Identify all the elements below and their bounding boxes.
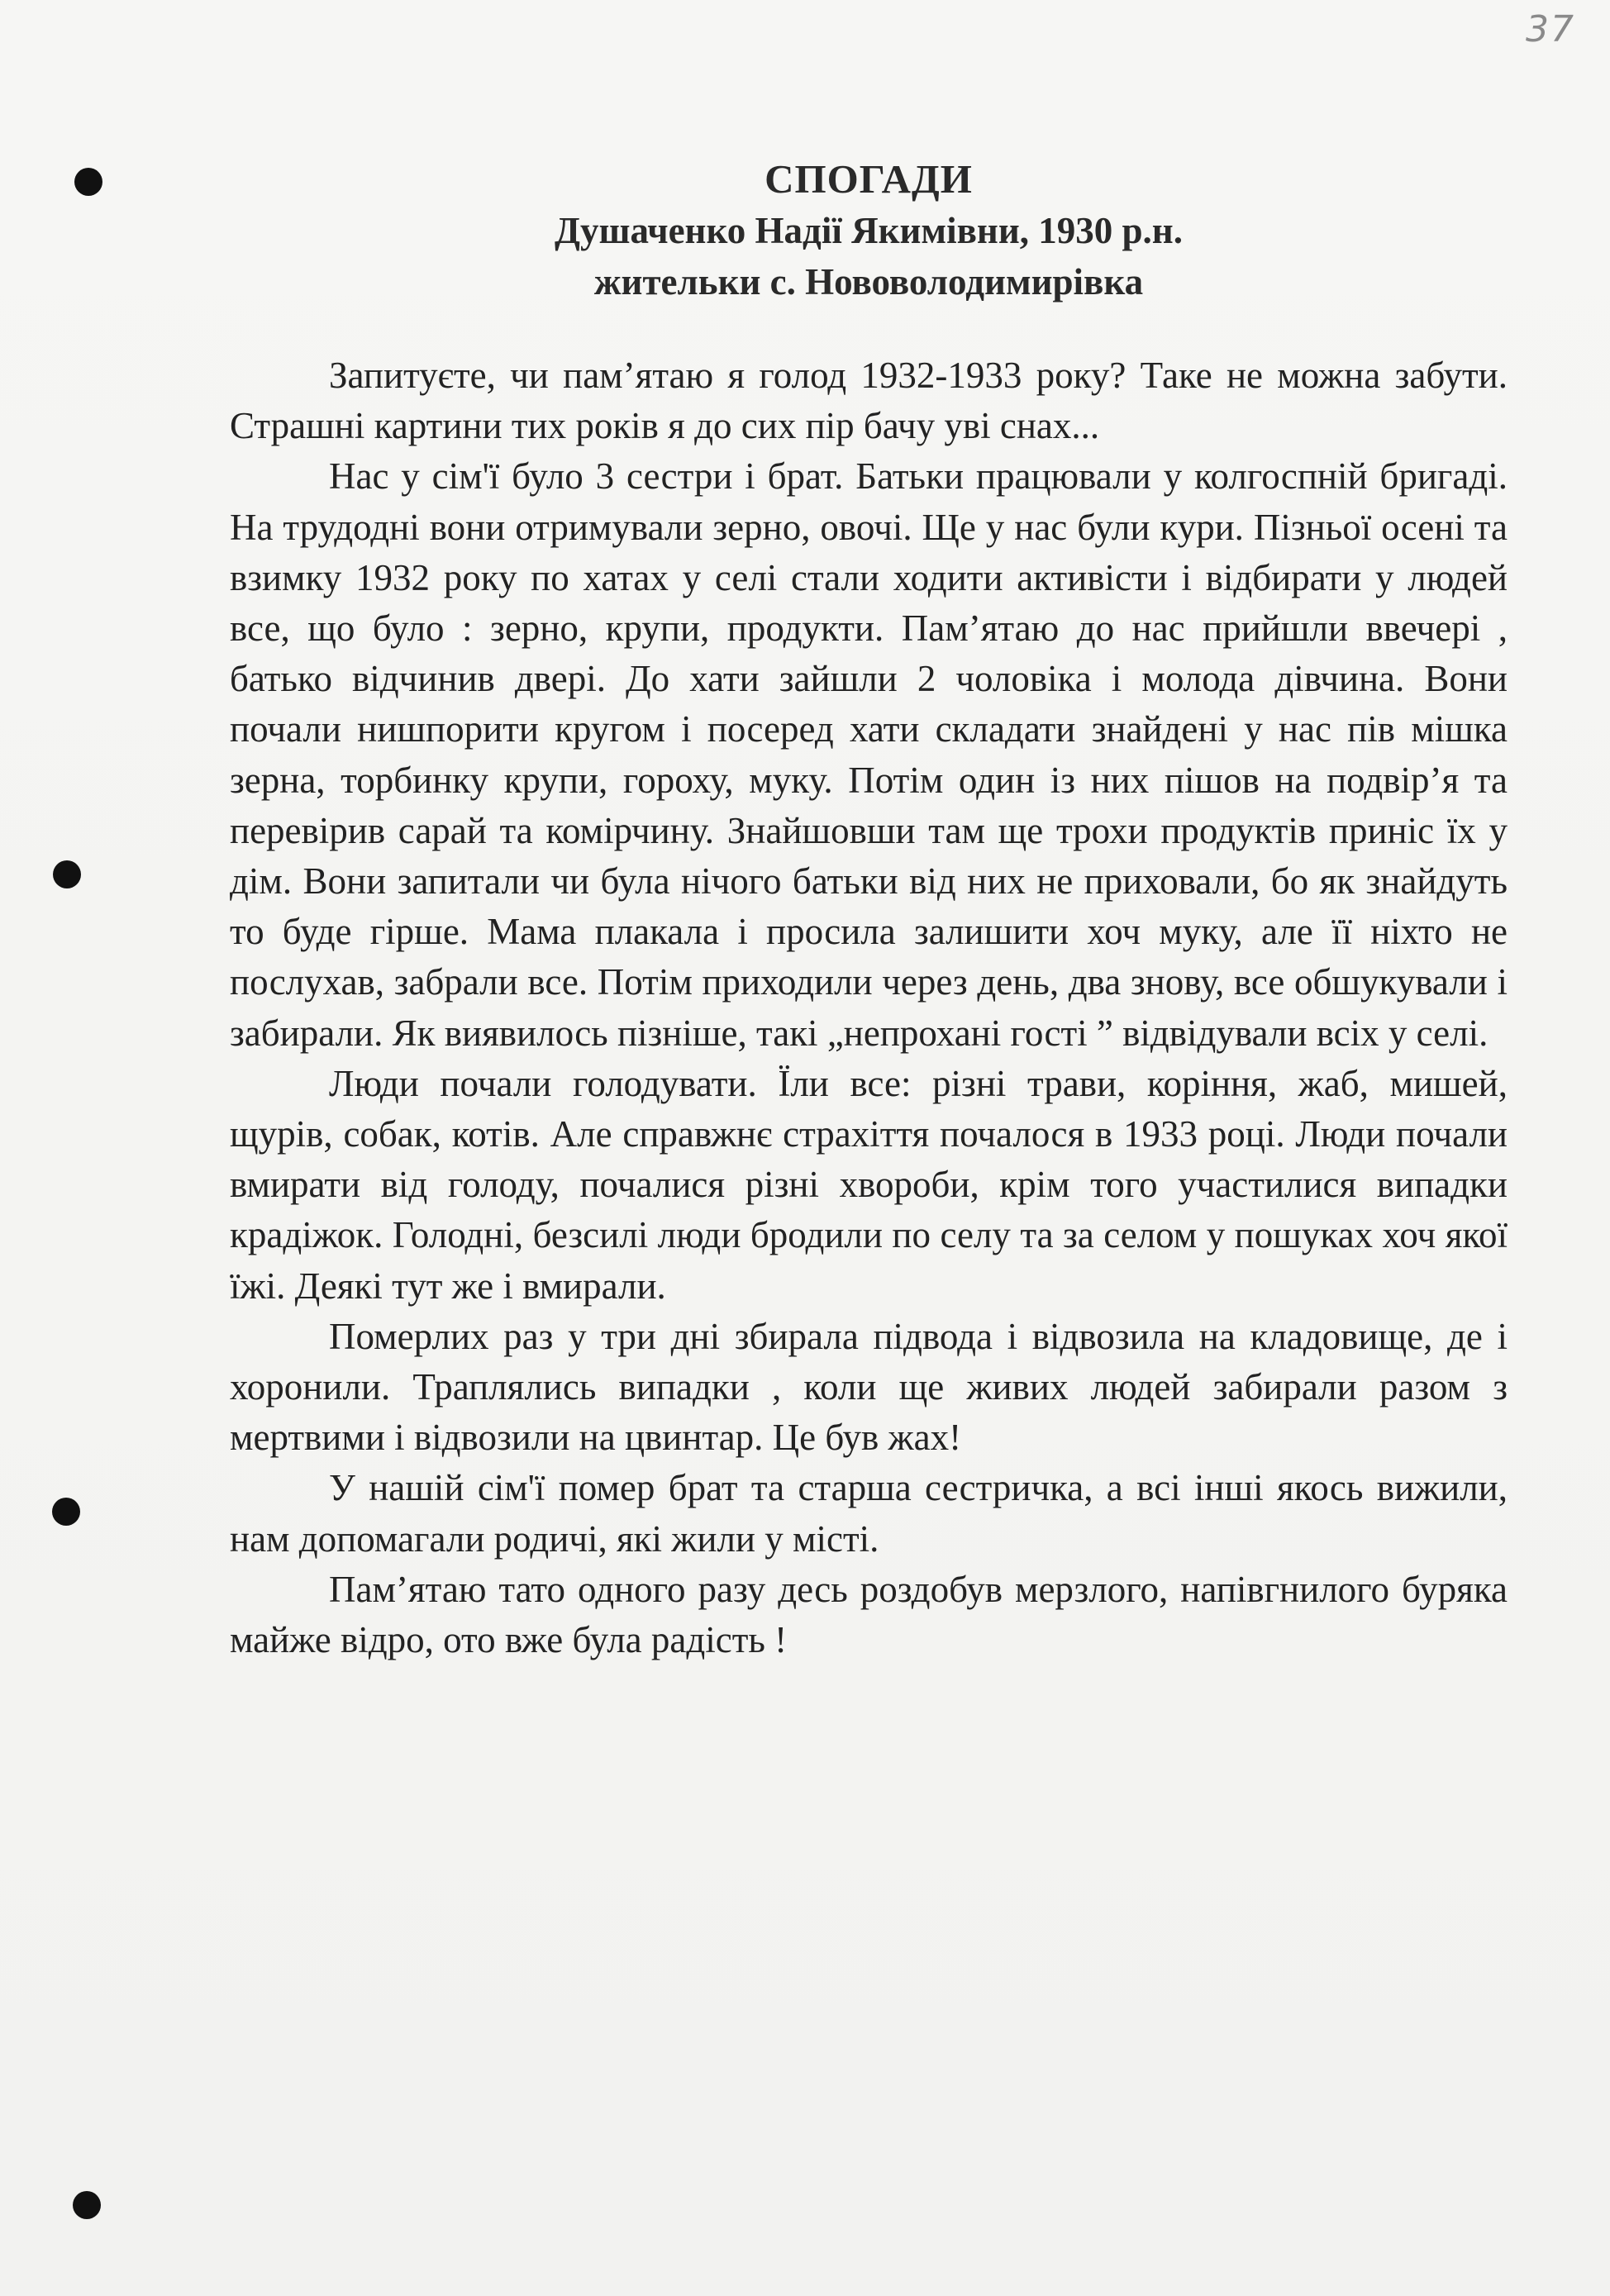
document-location: жительки с. Нововолодимирівка bbox=[593, 261, 1144, 302]
document-subtitle: Душаченко Надії Якимівни, 1930 р.н. bbox=[555, 210, 1183, 251]
paragraph: Запитуєте, чи пам’ятаю я голод 1932-1933 року? Таке не можна забути. Страшні картини тих років я до сих пір бачу уві снах... bbox=[230, 355, 1508, 447]
punch-hole-2 bbox=[53, 860, 81, 888]
punch-hole-1 bbox=[74, 168, 102, 196]
document-body bbox=[230, 350, 1508, 1665]
document-title: СПОГАДИ bbox=[765, 156, 973, 202]
paragraph: Померлих раз у три дні збирала підвода і відвозила на кладовище, де і хоронили. Траплялись випадки , коли ще живих людей забирали разом з мертвими і відвозили на цвинтар. Це був жах! bbox=[230, 1315, 1508, 1459]
punch-hole-4 bbox=[73, 2191, 101, 2219]
paragraph: Пам’ятаю тато одного разу десь роздобув мерзлого, напівгнилого буряка майже відро, ото вже була радість ! bbox=[230, 1568, 1508, 1661]
punch-hole-3 bbox=[52, 1498, 80, 1526]
page-number: 37 bbox=[1526, 8, 1575, 50]
paragraph: Нас у сім'ї було 3 сестри і брат. Батьки працювали у колгоспній бригаді. На трудодні вони отримували зерно, овочі. Ще у нас були кури. Пізньої осені та взимку 1932 року по хатах у селі стали ходити активісти і відбирати у людей все, що було : зерно, крупи, продукти. Пам’ятаю до нас прийшли ввечері , батько відчинив двері. До хати зайшли 2 чоловіка і молода дівчина. Вони почали нишпорити кругом і посеред хати складати знайдені у нас пів мішка зерна, торбинку крупи, гороху, муку. Потім один із них пішов на подвір’я та перевірив сарай та комірчину. Знайшовши там ще трохи продуктів приніс їх у дім. Вони запитали чи була нічого батьки від них не приховали, бо як знайдуть то буде гірше. Мама плакала і просила залишити хоч муку, але її ніхто не послухав, забрали все. Потім приходили через день, два знову, все обшукували і забирали. Як виявилось пізніше, такі „непрохані гості ” відвідували всіх у селі. bbox=[230, 455, 1508, 1054]
document-header bbox=[230, 154, 1508, 307]
paragraph: Люди почали голодувати. Їли все: різні трави, коріння, жаб, мишей, щурів, собак, котів. Але справжнє страхіття почалося в 1933 році. Люди почали вмирати від голоду, почалися різні хвороби, крім того участилися випадки крадіжок. Голодні, безсилі люди бродили по селу та за селом у пошуках хоч якої їжі. Деякі тут же і вмирали. bbox=[230, 1062, 1508, 1307]
paragraph: У нашій сім'ї помер брат та старша сестричка, а всі інші якось вижили, нам допомагали родичі, які жили у місті. bbox=[230, 1467, 1508, 1560]
